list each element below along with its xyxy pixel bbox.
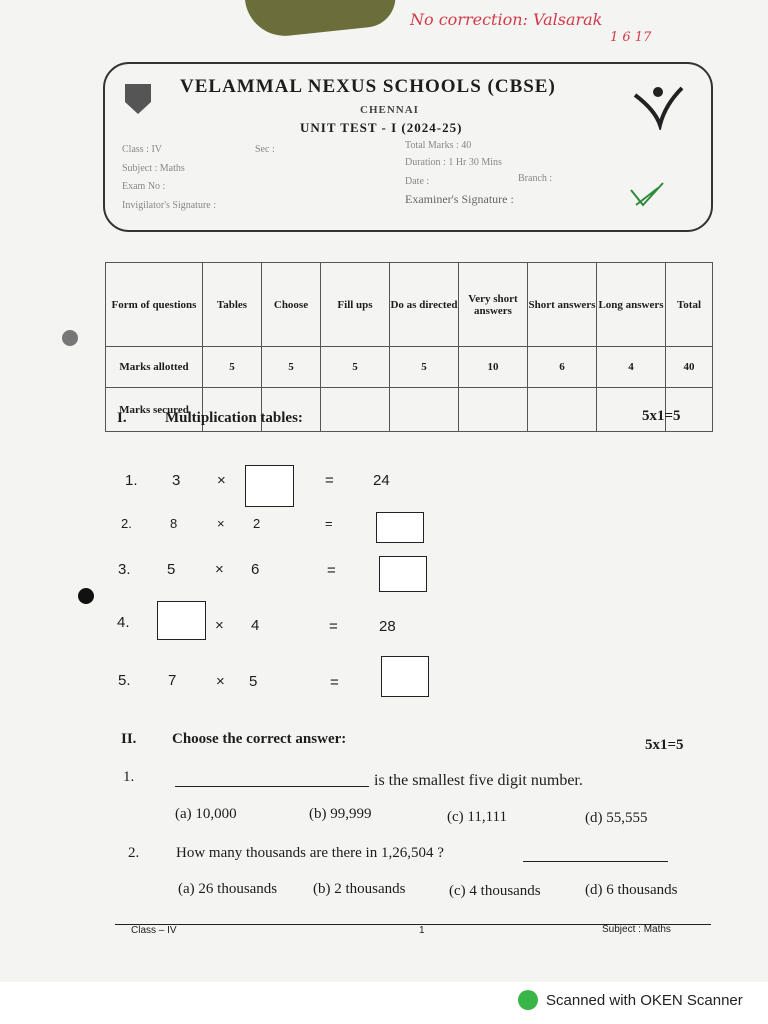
operand-a: 5 <box>167 561 176 578</box>
answer-box[interactable] <box>379 556 427 592</box>
section1-title: Multiplication tables: <box>165 410 303 426</box>
table-cell: 5 <box>262 347 321 388</box>
option-c[interactable]: (c) 4 thousands <box>449 883 541 899</box>
total-marks-field: Total Marks : 40 <box>405 140 472 151</box>
question-number: 1. <box>125 472 138 489</box>
table-cell: 10 <box>459 347 528 388</box>
operand-b: 2 <box>253 516 261 531</box>
footer-subject: Subject : Maths <box>602 924 671 935</box>
question-number: 2. <box>121 516 132 531</box>
table-cell: 4 <box>597 347 666 388</box>
operand-b: 4 <box>251 617 260 634</box>
city-name: CHENNAI <box>360 104 419 116</box>
table-row-label: Marks allotted <box>106 347 203 388</box>
question-number: 1. <box>123 769 135 785</box>
multiply-sign: × <box>215 617 224 634</box>
exam-no-field: Exam No : <box>122 181 166 192</box>
table-header-cell: Fill ups <box>321 263 390 347</box>
table-cell: 5 <box>321 347 390 388</box>
invigilator-field: Invigilator's Signature : <box>122 200 217 211</box>
table-header-cell: Choose <box>262 263 321 347</box>
table-header-cell: Short answers <box>528 263 597 347</box>
option-d[interactable]: (d) 55,555 <box>585 810 648 826</box>
equals-sign: = <box>329 618 338 635</box>
table-header-row <box>106 263 713 347</box>
footer-class: Class – IV <box>131 925 177 936</box>
section1-marks: 5x1=5 <box>642 408 681 424</box>
option-a[interactable]: (a) 26 thousands <box>178 881 278 897</box>
table-cell: 5 <box>390 347 459 388</box>
answer-box[interactable] <box>381 656 429 697</box>
section2-marks: 5x1=5 <box>645 737 684 753</box>
table-header-cell: Long answers <box>597 263 666 347</box>
option-c[interactable]: (c) 11,111 <box>447 809 507 825</box>
result: 24 <box>373 472 390 489</box>
subject-field: Subject : Maths <box>122 163 185 174</box>
answer-box[interactable] <box>245 465 294 507</box>
punch-hole-top <box>62 330 78 346</box>
handwritten-note-line2: 1 6 17 <box>610 30 652 45</box>
scanner-logo-icon <box>518 990 538 1010</box>
question-number: 2. <box>128 845 140 861</box>
table-cell: 6 <box>528 347 597 388</box>
question-text: is the smallest five digit number. <box>374 772 583 789</box>
answer-blank[interactable] <box>175 786 369 787</box>
handwritten-note-line1: No correction: Valsarak <box>410 10 603 29</box>
scanner-watermark <box>518 990 743 1010</box>
table-cell: 5 <box>203 347 262 388</box>
question-text: How many thousands are there in 1,26,504 ? <box>176 845 444 861</box>
section1-number: I. <box>117 410 127 426</box>
answer-blank[interactable] <box>523 861 668 862</box>
examiner-field: Examiner's Signature : <box>405 192 514 206</box>
table-cell[interactable] <box>321 388 390 432</box>
equals-sign: = <box>325 472 334 489</box>
option-a[interactable]: (a) 10,000 <box>175 806 237 822</box>
duration-field: Duration : 1 Hr 30 Mins <box>405 157 502 168</box>
question-number: 3. <box>118 561 131 578</box>
footer-page: 1 <box>419 925 425 936</box>
option-b[interactable]: (b) 2 thousands <box>313 881 406 897</box>
signature-mark-icon <box>628 180 668 210</box>
operand-a: 7 <box>168 672 177 689</box>
table-header-cell: Do as directed <box>390 263 459 347</box>
operand-a: 3 <box>172 472 181 489</box>
multiply-sign: × <box>215 561 224 578</box>
table-cell[interactable] <box>528 388 597 432</box>
multiply-sign: × <box>216 673 225 690</box>
dancer-logo-icon <box>630 80 685 130</box>
equals-sign: = <box>330 674 339 691</box>
question-number: 4. <box>117 614 130 631</box>
class-field: Class : IV <box>122 144 162 155</box>
option-b[interactable]: (b) 99,999 <box>309 806 372 822</box>
school-name: VELAMMAL NEXUS SCHOOLS (CBSE) <box>180 76 556 97</box>
table-cell[interactable] <box>459 388 528 432</box>
test-title: UNIT TEST - I (2024-25) <box>300 120 463 135</box>
section2-number: II. <box>121 731 137 747</box>
table-header-cell: Form of questions <box>106 263 203 347</box>
branch-field: Branch : <box>518 173 553 184</box>
sec-field: Sec : <box>255 144 275 155</box>
punch-hole-middle <box>78 588 94 604</box>
table-cell: 40 <box>666 347 713 388</box>
table-cell[interactable] <box>390 388 459 432</box>
operand-a: 8 <box>170 516 178 531</box>
equals-sign: = <box>325 516 333 531</box>
answer-box[interactable] <box>157 601 206 640</box>
scanner-text: Scanned with OKEN Scanner <box>546 991 743 1009</box>
answer-box[interactable] <box>376 512 424 543</box>
question-number: 5. <box>118 672 131 689</box>
option-d[interactable]: (d) 6 thousands <box>585 882 678 898</box>
section2-title: Choose the correct answer: <box>172 731 347 747</box>
result: 28 <box>379 618 396 635</box>
multiply-sign: × <box>217 516 225 531</box>
date-field: Date : <box>405 176 430 187</box>
marks-allotted-row <box>106 347 713 388</box>
multiply-sign: × <box>217 472 226 489</box>
table-row-label: Marks secured <box>106 388 203 432</box>
table-header-cell: Total <box>666 263 713 347</box>
table-header-cell: Tables <box>203 263 262 347</box>
table-header-cell: Very short answers <box>459 263 528 347</box>
operand-b: 5 <box>249 673 258 690</box>
marks-table <box>105 262 713 432</box>
operand-b: 6 <box>251 561 260 578</box>
equals-sign: = <box>327 562 336 579</box>
fabric-scrap <box>245 0 398 40</box>
